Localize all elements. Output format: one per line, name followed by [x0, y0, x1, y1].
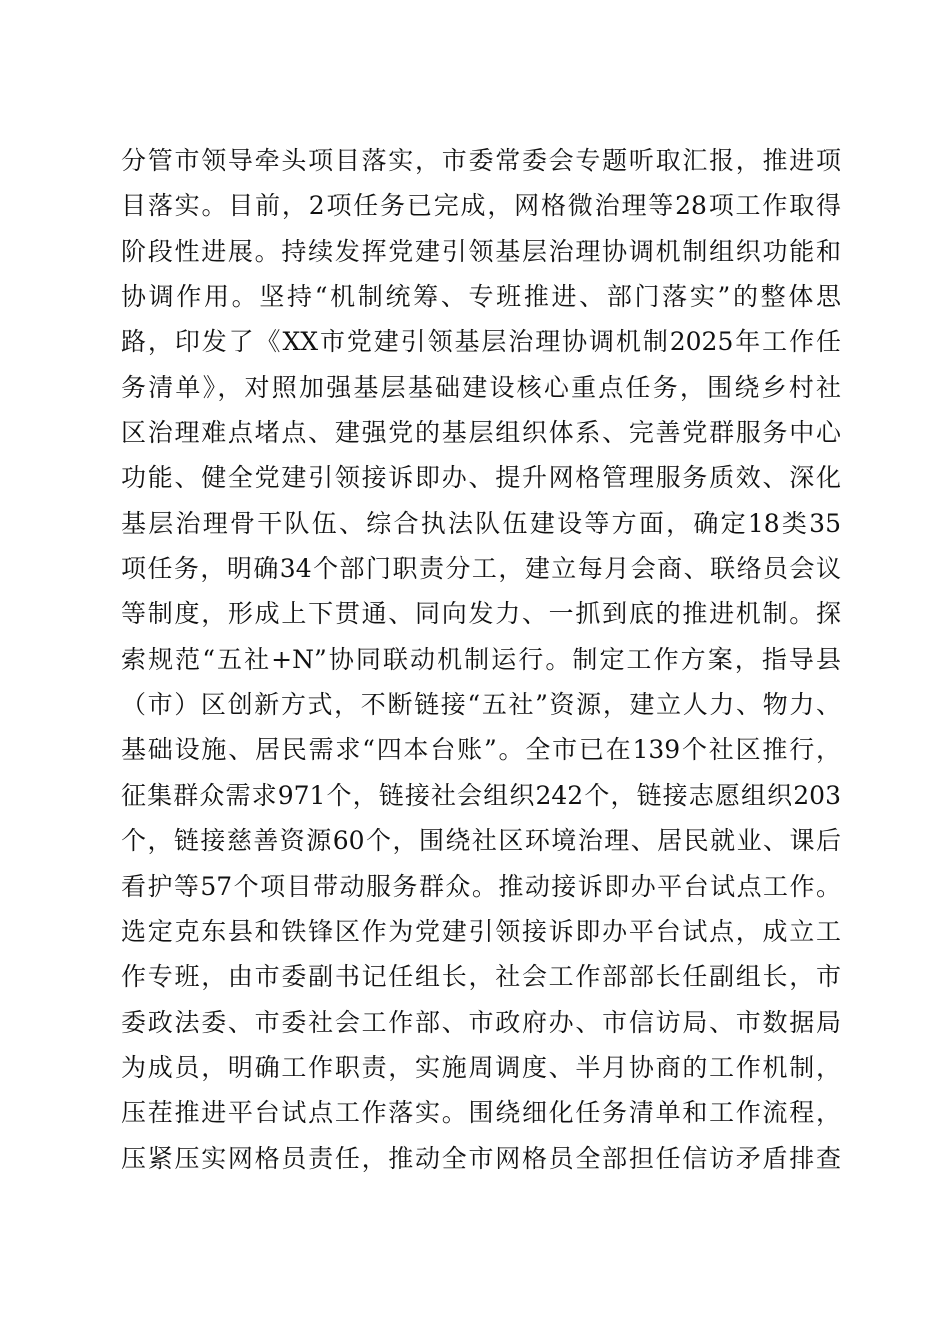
- text-line-3: 阶段性进展。持续发挥党建引领基层治理协调机制组织功能和: [121, 236, 841, 266]
- text-line-11: 等制度，形成上下贯通、同向发力、一抓到底的推进机制。探: [121, 599, 841, 629]
- text-line-2: 目落实。目前，2项任务已完成，网格微治理等28项工作取得: [121, 191, 841, 221]
- text-line-16: 个，链接慈善资源60个，围绕社区环境治理、居民就业、课后: [121, 826, 841, 856]
- text-line-12: 索规范“五社+N”协同联动机制运行。制定工作方案，指导县: [121, 644, 841, 674]
- text-line-15: 征集群众需求971个，链接社会组织242个，链接志愿组织203: [121, 780, 841, 810]
- text-line-8: 功能、健全党建引领接诉即办、提升网格管理服务质效、深化: [121, 463, 841, 493]
- text-line-21: 为成员，明确工作职责，实施周调度、半月协商的工作机制，: [121, 1052, 841, 1082]
- text-line-22: 压茬推进平台试点工作落实。围绕细化任务清单和工作流程，: [121, 1098, 841, 1128]
- body-paragraph: [121, 138, 841, 1181]
- text-line-4: 协调作用。坚持“机制统筹、专班推进、部门落实”的整体思: [121, 282, 841, 312]
- text-line-17: 看护等57个项目带动服务群众。推动接诉即办平台试点工作。: [121, 871, 841, 901]
- text-line-7: 区治理难点堵点、建强党的基层组织体系、完善党群服务中心: [121, 418, 841, 448]
- text-line-1: 分管市领导牵头项目落实，市委常委会专题听取汇报，推进项: [121, 146, 841, 175]
- text-line-23: 压紧压实网格员责任，推动全市网格员全部担任信访矛盾排查: [121, 1143, 841, 1173]
- text-line-5: 路，印发了《XX市党建引领基层治理协调机制2025年工作任: [121, 327, 841, 357]
- text-line-20: 委政法委、市委社会工作部、市政府办、市信访局、市数据局: [121, 1007, 841, 1037]
- text-line-9: 基层治理骨干队伍、综合执法队伍建设等方面，确定18类35: [121, 508, 841, 538]
- text-line-19: 作专班，由市委副书记任组长，社会工作部部长任副组长，市: [121, 962, 841, 992]
- text-line-13: （市）区创新方式，不断链接“五社”资源，建立人力、物力、: [121, 690, 841, 720]
- text-line-10: 项任务，明确34个部门职责分工，建立每月会商、联络员会议: [121, 554, 841, 584]
- text-line-14: 基础设施、居民需求“四本台账”。全市已在139个社区推行，: [121, 735, 841, 765]
- text-line-6: 务清单》，对照加强基层基础建设核心重点任务，围绕乡村社: [121, 372, 841, 402]
- text-line-18: 选定克东县和铁锋区作为党建引领接诉即办平台试点，成立工: [121, 916, 841, 946]
